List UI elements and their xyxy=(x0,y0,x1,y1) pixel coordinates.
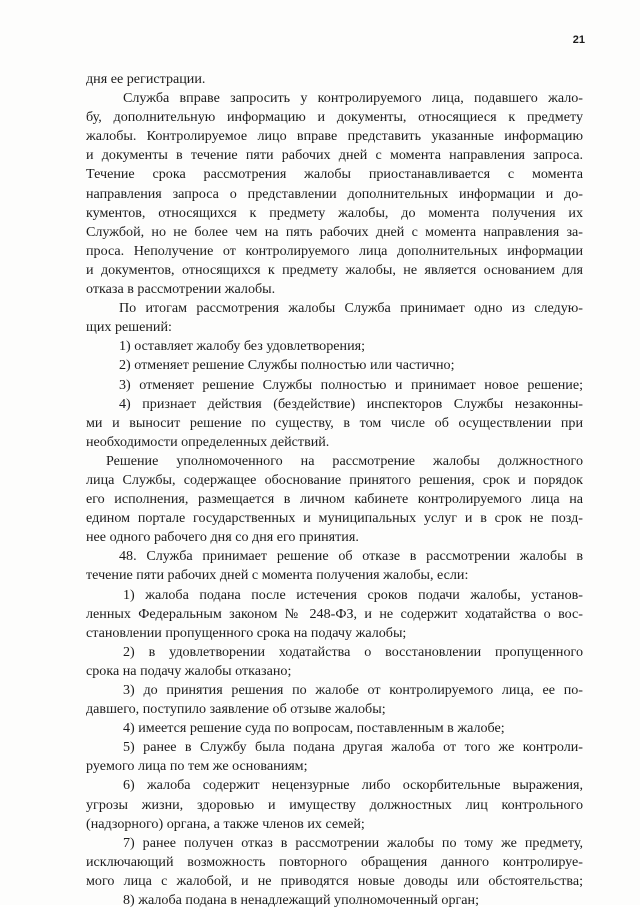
text-line: Служба вправе запросить у контролируемого лица, подавшего жало- xyxy=(123,90,583,107)
text-line: течение пяти рабочих дней с момента получения жалобы, если: xyxy=(86,567,469,584)
text-line: ми и выносит решение по существу, в том числе об осуществлении при xyxy=(86,414,583,431)
text-line: становлении пропущенного срока на подачу жалобы; xyxy=(86,624,407,641)
text-line: срока на подачу жалобы отказано; xyxy=(86,662,292,679)
text-line: Течение срока рассмотрения жалобы приостанавливается с момента xyxy=(86,166,583,183)
text-line: 8) жалоба подана в ненадлежащий уполномоченный орган; xyxy=(123,892,479,909)
text-line: жалобы. Контролируемое лицо вправе представить указанные информацию xyxy=(86,128,583,145)
text-line: Решение уполномоченного на рассмотрение жалобы должностного xyxy=(106,452,583,469)
text-line: направления запроса о представлении дополнительных информации и до- xyxy=(86,185,583,202)
text-line: Службой, но не более чем на пять рабочих дней с момента направления за- xyxy=(86,223,583,240)
text-line: бу, дополнительную информацию и документы, относящиеся к предмету xyxy=(86,109,583,126)
text-line: 3) отменяет решение Службы полностью и принимает новое решение; xyxy=(119,376,583,393)
text-line: отказа в рассмотрении жалобы. xyxy=(86,281,276,298)
text-line: 5) ранее в Службу была подана другая жалоба от того же контроли- xyxy=(123,739,583,756)
text-line: кументов, относящихся к предмету жалобы, до момента получения их xyxy=(86,204,583,221)
text-line: едином портале государственных и муниципальных услуг и в срок не позд- xyxy=(86,510,583,527)
text-line: необходимости определенных действий. xyxy=(86,433,330,450)
text-line: нее одного рабочего дня со дня его принятия. xyxy=(86,529,359,546)
text-line: По итогам рассмотрения жалобы Служба принимает одно из следую- xyxy=(119,300,583,317)
text-line: и документы в течение пяти рабочих дней с момента направления запроса. xyxy=(86,147,583,164)
text-line: руемого лица по тем же основаниям; xyxy=(86,758,308,775)
text-line: 6) жалоба содержит нецензурные либо оскорбительные выражения, xyxy=(123,777,583,794)
text-line: его исполнения, размещается в личном кабинете контролируемого лица на xyxy=(86,491,583,508)
text-line: лица Службы, содержащее обоснование принятого решения, срок и порядок xyxy=(86,471,583,488)
text-line: проса. Неполучение от контролируемого лица дополнительных информации xyxy=(86,242,583,259)
text-line: 3) до принятия решения по жалобе от контролируемого лица, ее по- xyxy=(123,682,583,698)
text-line: 1) жалоба подана после истечения сроков подачи жалобы, установ- xyxy=(123,586,583,603)
text-line: угрозы жизни, здоровью и имуществу должностных лиц контрольного xyxy=(86,796,583,813)
text-line: (надзорного) органа, а также членов их семей; xyxy=(86,815,365,832)
text-line: ленных Федеральным законом № 248-ФЗ, и не содержит ходатайства о вос- xyxy=(86,605,583,622)
text-line: 2) отменяет решение Службы полностью или частично; xyxy=(119,357,455,374)
text-line: 48. Служба принимает решение об отказе в рассмотрении жалобы в xyxy=(119,548,583,565)
text-line: исключающий возможность повторного обращения данного контролируе- xyxy=(86,853,583,870)
text-line: 4) имеется решение суда по вопросам, поставленным в жалобе; xyxy=(123,720,505,737)
text-line: 1) оставляет жалобу без удовлетворения; xyxy=(119,338,366,355)
text-line: щих решений: xyxy=(86,319,172,336)
text-line: и документов, относящихся к предмету жалобы, не является основанием для xyxy=(86,261,583,278)
text-line: 2) в удовлетворении ходатайства о восстановлении пропущенного xyxy=(123,643,583,660)
text-line: 7) ранее получен отказ в рассмотрении жалобы по тому же предмету, xyxy=(123,834,583,851)
text-line: дня ее регистрации. xyxy=(86,71,206,87)
text-line: мого лица с жалобой, и не приводятся новые доводы или обстоятельства; xyxy=(86,872,583,889)
text-line: давшего, поступило заявление об отзыве жалобы; xyxy=(86,701,386,718)
page-number: 21 xyxy=(572,34,585,46)
text-line: 4) признает действия (бездействие) инспекторов Службы незаконны- xyxy=(119,395,583,412)
document-body xyxy=(86,70,583,910)
